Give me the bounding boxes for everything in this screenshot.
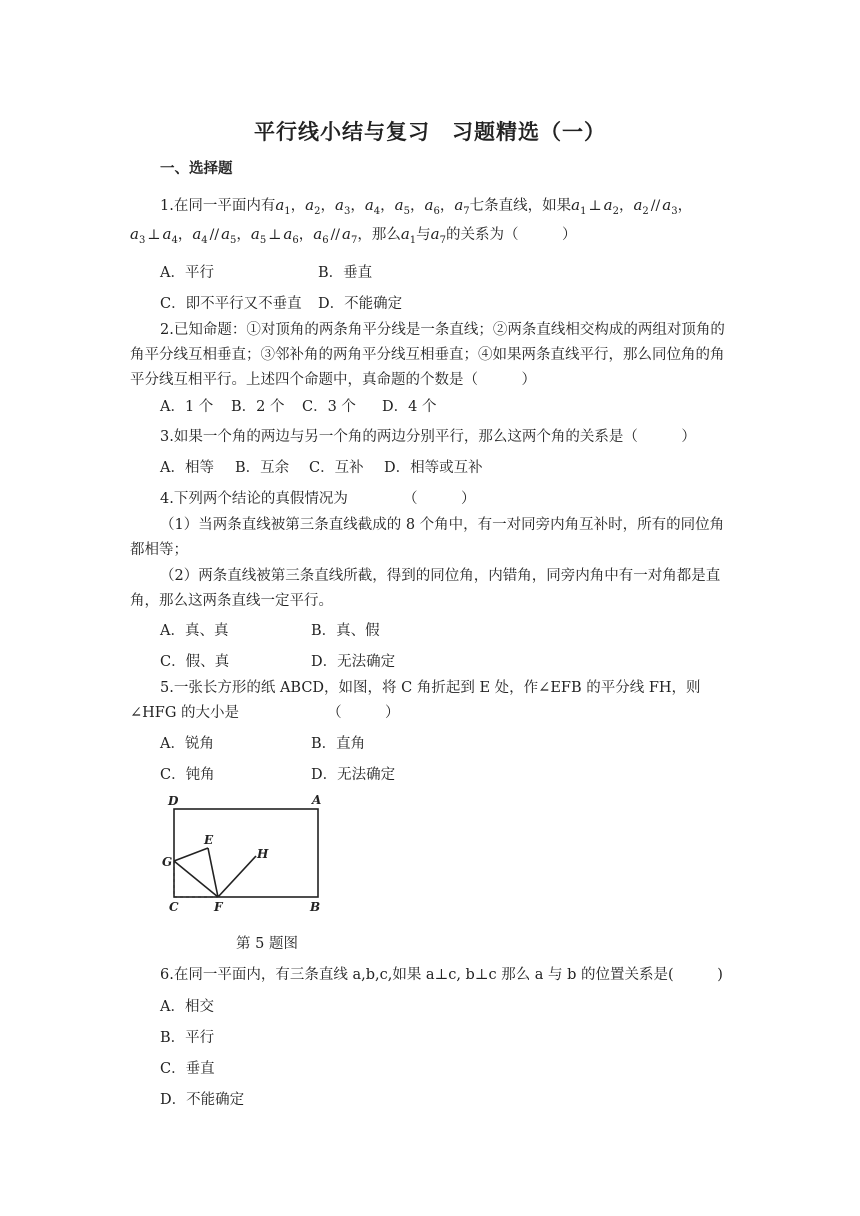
label-a: A [312,793,322,807]
segment-ge [174,848,208,861]
q4-option-c: C．假、真 [160,654,230,670]
q4-statement-2: （2）两条直线被第三条直线所截，得到的同位角，内错角，同旁内角中有一对角都是直角，那么这两条直线一定平行。 [130,568,721,609]
var-a2: $a_2$ [305,196,321,217]
q4-text: 4.下列两个结论的真假情况为 [160,491,348,507]
page-title: 平行线小结与复习 习题精选（一） [254,119,606,144]
q1-end: 的关系为（ ） [446,227,577,243]
q1-option-b: B．垂直 [318,265,373,281]
var-a1: $a_1$ [275,196,291,217]
q4-option-a: A．真、真 [160,623,229,639]
q2-option-d: D．4 个 [382,399,437,415]
label-f: F [214,900,223,914]
label-e: E [204,833,214,847]
q3-option-c: C．互补 [309,460,364,476]
label-b: B [310,900,321,914]
q5-option-a: A．锐角 [160,736,214,752]
label-c: C [169,900,179,914]
q6-text: 6.在同一平面内，有三条直线 a,b,c,如果 a⊥c, b⊥c 那么 a 与 b 的位置关系是( ) [160,967,723,983]
figure-caption: 第 5 题图 [236,936,298,952]
q1-mid: 七条直线，如果 [469,198,572,214]
q1-option-c: C．即不平行又不垂直 [160,296,302,312]
q1-tail: ，那么 [357,227,401,243]
q3-option-b: B．互余 [235,460,290,476]
q5-option-b: B．直角 [311,736,366,752]
q5-figure [160,788,340,918]
q1-lead: 1.在同一平面内有 [160,198,276,214]
q5-option-d: D．无法确定 [311,767,396,783]
var-a3: $a_3$ [335,196,351,217]
q6-option-d: D．不能确定 [160,1092,245,1108]
segment-fh [218,856,256,897]
q4-paren: （ ） [403,491,476,507]
q1-option-d: D．不能确定 [318,296,403,312]
var-a7: $a_7$ [454,196,470,217]
q4-option-d: D．无法确定 [311,654,396,670]
label-h: H [257,847,269,861]
var-a4: $a_4$ [364,196,381,217]
q1-line-1: 1.在同一平面内有$a_1$，$a_2$，$a_3$，$a_4$，$a_5$，$a_6$，$a_7$七条直线，如果$a_1$ ⊥ $a_2$，$a_2 // a_3$， [160,196,693,217]
q5-text: 5.一张长方形的纸 ABCD，如图，将 C 角折起到 E 处，作∠EFB 的平分线 FH，则∠HFG 的大小是 （ ） [130,680,701,721]
q1-line-2: $a_3$ ⊥ $a_4$，$a_4 // a_5$，$a_5$ ⊥ $a_6$，$a_6 // a_7$，那么$a_1$与$a_7$的关系为（ ） [130,225,577,246]
q2-option-c: C．3 个 [302,399,356,415]
q4-statement-1: （1）当两条直线被第三条直线截成的 8 个角中，有一对同旁内角互补时，所有的同位角都相等； [130,517,725,558]
q2-text: 2.已知命题：①对顶角的两条角平分线是一条直线；②两条直线相交构成的两组对顶角的角平分线互相垂直；③邻补角的两角平分线互相垂直；④如果两条直线平行，那么同位角的角平分线互相平行。上述四个命题中，真命题的个数是（ ） [130,322,725,388]
q1-option-a: A．平行 [160,265,214,281]
q5-option-c: C．钝角 [160,767,215,783]
label-g: G [162,855,173,869]
q3-option-a: A．相等 [160,460,214,476]
q3-text: 3.如果一个角的两边与另一个角的两边分别平行，那么这两个角的关系是（ ） [160,429,696,445]
q2-option-b: B．2 个 [231,399,285,415]
section-heading: 一、选择题 [160,160,233,177]
q4-option-b: B．真、假 [311,623,380,639]
q2-option-a: A．1 个 [160,399,214,415]
q6-option-a: A．相交 [160,999,214,1015]
var-a5: $a_5$ [394,196,410,217]
var-a6: $a_6$ [424,196,440,217]
q6-option-b: B．平行 [160,1030,215,1046]
q5-paren: （ ） [327,705,400,721]
q6-option-c: C．垂直 [160,1061,215,1077]
label-d: D [168,794,179,808]
q3-option-d: D．相等或互补 [384,460,483,476]
